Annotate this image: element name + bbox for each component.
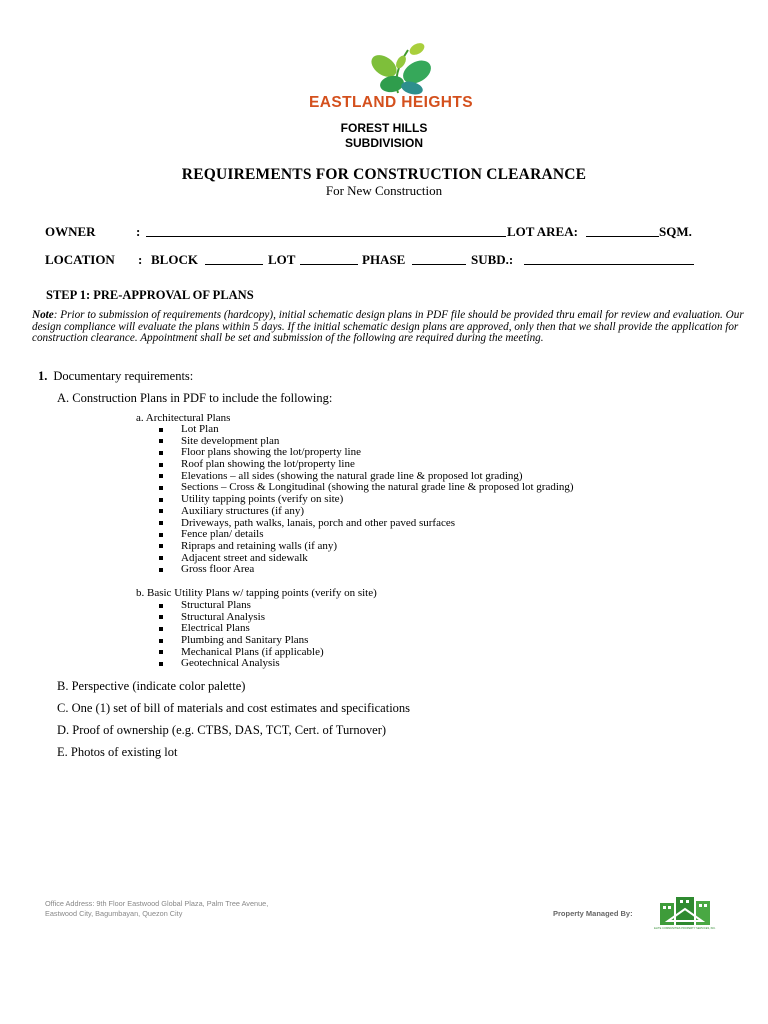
square-bullet-icon xyxy=(159,556,163,560)
sqm-label: SQM. xyxy=(659,224,692,239)
step1-heading: STEP 1: PRE-APPROVAL OF PLANS xyxy=(46,288,254,302)
square-bullet-icon xyxy=(159,463,163,467)
page-subtitle: For New Construction xyxy=(325,183,443,198)
square-bullet-icon xyxy=(159,627,163,631)
list-item-label: Lot Plan xyxy=(181,423,219,435)
list-item xyxy=(181,658,324,670)
item-C: C. One (1) set of bill of materials and cost estimates and specifications xyxy=(57,701,411,715)
square-bullet-icon xyxy=(159,533,163,537)
list-item-label: Sections – Cross & Longitudinal (showing the natural grade line & proposed lot grading) xyxy=(181,481,574,494)
list-item-label: Site development plan xyxy=(181,434,280,447)
office-address-line2: Eastwood City, Bagumbayan, Quezon City xyxy=(45,909,183,918)
note-text: : Prior to submission of requirements (hardcopy), initial schematic design plans in PDF file should be provided thru email for review and evaluation. Our design compliance will evaluate the plans within 5 days. If the initial schematic design plans are approved, only then that we shall provide the application for construction clearance. Appointment shall be set and submission of the following are required during the meeting. xyxy=(32,309,744,345)
block-field[interactable] xyxy=(205,253,263,265)
list-item-label: Adjacent street and sidewalk xyxy=(181,551,308,564)
list-item-label: Plumbing and Sanitary Plans xyxy=(181,634,309,647)
square-bullet-icon xyxy=(159,662,163,666)
item-B: B. Perspective (indicate color palette) xyxy=(57,679,246,693)
square-bullet-icon xyxy=(159,509,163,513)
elite-communities-logo xyxy=(654,895,716,935)
brand-name: EASTLAND HEIGHTS xyxy=(309,94,473,111)
square-bullet-icon xyxy=(159,498,163,502)
list-item xyxy=(181,564,574,576)
owner-field[interactable] xyxy=(146,225,506,237)
square-bullet-icon xyxy=(159,604,163,608)
list-item-label: Fence plan/ details xyxy=(181,528,264,541)
location-label: LOCATION xyxy=(45,252,115,267)
utility-plans-list xyxy=(181,600,324,670)
lot-area-field[interactable] xyxy=(586,225,659,237)
subdivision-line2: SUBDIVISION xyxy=(344,136,423,150)
square-bullet-icon xyxy=(159,650,163,654)
list-item-label: Gross floor Area xyxy=(181,563,255,576)
owner-label: OWNER xyxy=(45,224,96,239)
block-label: BLOCK xyxy=(151,252,198,267)
phase-label: PHASE xyxy=(362,252,406,267)
square-bullet-icon xyxy=(159,615,163,619)
square-bullet-icon xyxy=(159,521,163,525)
page-title: REQUIREMENTS FOR CONSTRUCTION CLEARANCE xyxy=(181,166,587,183)
square-bullet-icon xyxy=(159,486,163,490)
lot-field[interactable] xyxy=(300,253,358,265)
square-bullet-icon xyxy=(159,544,163,548)
lot-area-label: LOT AREA: xyxy=(507,224,578,239)
lot-label: LOT xyxy=(268,252,296,267)
square-bullet-icon xyxy=(159,451,163,455)
item-1-number: 1. xyxy=(38,369,48,383)
list-item-label: Structural Plans xyxy=(181,599,251,611)
list-item-label: Floor plans showing the lot/property line xyxy=(181,446,361,459)
eastland-heights-logo xyxy=(280,38,502,118)
architectural-plans-list xyxy=(181,424,574,576)
item-E: E. Photos of existing lot xyxy=(57,745,178,759)
subd-field[interactable] xyxy=(524,253,694,265)
note-label: Note xyxy=(32,309,54,321)
list-item-label: Driveways, path walks, lanais, porch and other paved surfaces xyxy=(181,516,455,529)
property-managed-by: Property Managed By: xyxy=(553,909,633,918)
office-address xyxy=(45,899,345,919)
subd-label: SUBD.: xyxy=(471,252,514,267)
location-colon: : xyxy=(138,252,143,267)
item-1-label: Documentary requirements: xyxy=(53,369,194,383)
square-bullet-icon xyxy=(159,428,163,432)
list-item-label: Elevations – all sides (showing the natural grade line & proposed lot grading) xyxy=(181,469,523,482)
list-item-label: Structural Analysis xyxy=(181,610,266,623)
utility-plans-label: b. Basic Utility Plans w/ tapping points (verify on site) xyxy=(136,587,377,599)
subdivision-line1: FOREST HILLS xyxy=(340,121,428,135)
item-D: D. Proof of ownership (e.g. CTBS, DAS, TCT, Cert. of Turnover) xyxy=(57,723,387,737)
list-item-label: Auxiliary structures (if any) xyxy=(181,504,305,517)
list-item-label: Electrical Plans xyxy=(181,622,250,635)
list-item-label: Roof plan showing the lot/property line xyxy=(181,458,355,471)
phase-field[interactable] xyxy=(412,253,466,265)
office-address-line1: Office Address: 9th Floor Eastwood Global Plaza, Palm Tree Avenue, xyxy=(45,899,269,908)
square-bullet-icon xyxy=(159,439,163,443)
list-item-label: Geotechnical Analysis xyxy=(181,657,280,670)
list-item-label: Mechanical Plans (if applicable) xyxy=(181,645,324,658)
owner-colon: : xyxy=(136,224,141,239)
architectural-plans-label: a. Architectural Plans xyxy=(136,412,231,424)
leaf-icon xyxy=(280,38,502,96)
square-bullet-icon xyxy=(159,474,163,478)
square-bullet-icon xyxy=(159,639,163,643)
list-item-label: Utility tapping points (verify on site) xyxy=(181,493,344,506)
item-1 xyxy=(38,369,193,384)
pm-logo-text: ELITE COMMUNITIES PROPERTY SERVICES, INC. xyxy=(654,927,716,930)
step1-note xyxy=(32,310,744,345)
list-item-label: Ripraps and retaining walls (if any) xyxy=(181,539,338,552)
square-bullet-icon xyxy=(159,568,163,572)
item-A: A. Construction Plans in PDF to include the following: xyxy=(57,391,333,405)
